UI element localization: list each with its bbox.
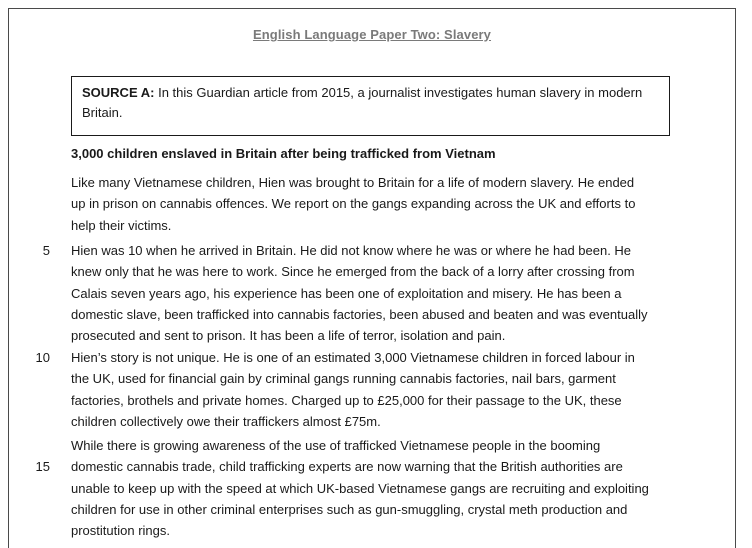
text-line: domestic cannabis trade, child trafficking experts are now warning that the British authorities are: [71, 459, 623, 475]
text-line: Hien’s story is not unique. He is one of an estimated 3,000 Vietnamese children in forced labour in: [71, 350, 635, 365]
text-line: knew only that he was here to work. Since he emerged from the back of a lorry after crossing from: [71, 264, 635, 280]
text-line: prostitution rings.: [71, 523, 170, 539]
text-line: While there is growing awareness of the use of trafficked Vietnamese people in the booming: [71, 438, 601, 453]
text-line: up in prison on cannabis offences. We report on the gangs expanding across the UK and efforts to: [71, 196, 636, 212]
line-number-5: 5: [42, 243, 50, 258]
text-line: prosecuted and sent to prison. It has been a life of terror, isolation and pain.: [71, 328, 506, 344]
source-line: Britain.: [82, 105, 123, 120]
paragraph-2: [71, 240, 681, 346]
line-number-10: 10: [35, 350, 50, 365]
source-box: [71, 76, 670, 136]
text-line: Calais seven years ago, his experience has been one of exploitation and misery. He has been a: [71, 285, 622, 301]
paragraph-1: [71, 172, 681, 236]
text-line: help their victims.: [71, 217, 172, 233]
text-line: the UK, used for financial gain by criminal gangs running cannabis factories, nail bars, garment: [71, 371, 616, 387]
source-text: In this Guardian article from 2015, a journalist investigates human slavery in modern: [154, 85, 643, 100]
source-label: SOURCE A:: [82, 85, 155, 100]
paragraph-3: [71, 347, 681, 432]
text-line: children for use in other criminal enterprises such as gun-smuggling, crystal meth production and: [71, 501, 628, 517]
text-line: Hien was 10 when he arrived in Britain. He did not know where he was or where he had been. He: [71, 243, 632, 258]
text-line: domestic slave, been trafficked into cannabis factories, been abused and beaten and was eventually: [71, 306, 648, 322]
article-headline: 3,000 children enslaved in Britain after being trafficked from Vietnam: [71, 146, 496, 161]
line-number-15: 15: [35, 459, 50, 474]
text-line: Like many Vietnamese children, Hien was brought to Britain for a life of modern slavery. He ended: [71, 175, 635, 190]
document-title: English Language Paper Two: Slavery: [252, 27, 492, 42]
text-line: children collectively owe their traffickers almost £75m.: [71, 413, 381, 429]
text-line: factories, brothels and private homes. Charged up to £25,000 for their passage to the UK, these: [71, 392, 622, 408]
text-line: unable to keep up with the speed at which UK-based Vietnamese gangs are recruiting and exploiting: [71, 480, 649, 496]
paragraph-4: [71, 435, 681, 541]
source-line: [82, 83, 659, 103]
